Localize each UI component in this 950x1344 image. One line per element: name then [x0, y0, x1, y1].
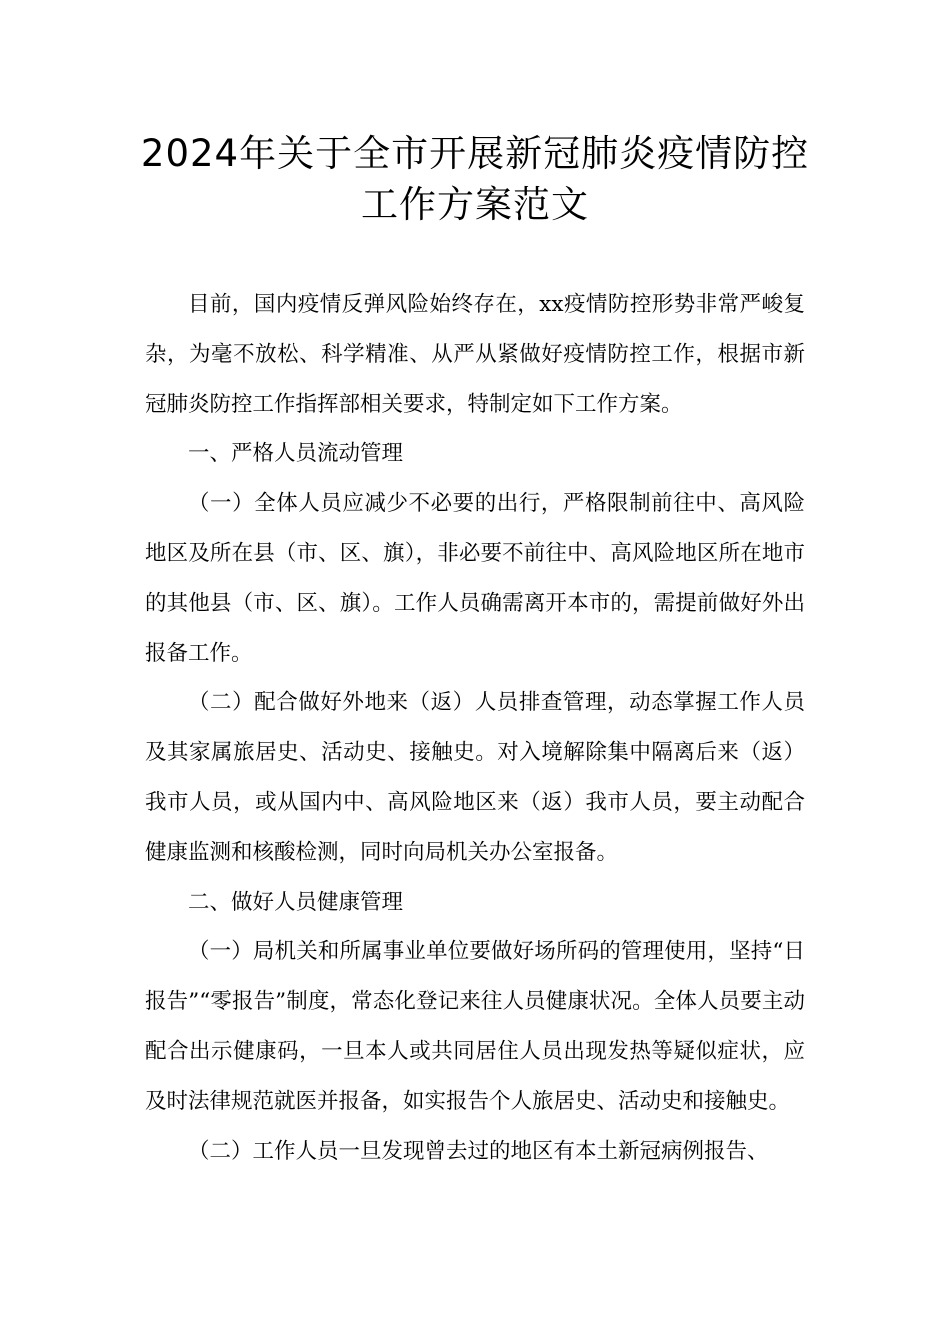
- section-heading-1: 一、严格人员流动管理: [188, 441, 404, 467]
- body-paragraph: （二）配合做好外地来（返）人员排查管理，动态掌握工作人员及其家属旅居史、活动史、接触史。对入境解除集中隔离后来（返）我市人员，或从国内中、高风险地区来（返）我市人员，要主动配合健康监测和核酸检测，同时向局机关办公室报备。: [145, 690, 805, 865]
- section-heading-2: 二、做好人员健康管理: [188, 889, 404, 915]
- body-paragraph: （一）全体人员应减少不必要的出行，严格限制前往中、高风险地区及所在县（市、区、旗），非必要不前往中、高风险地区所在地市的其他县（市、区、旗）。工作人员确需离开本市的，需提前做好外出报备工作。: [145, 491, 805, 666]
- document-body: [145, 280, 805, 1176]
- body-paragraph: （二）工作人员一旦发现曾去过的地区有本土新冠病例报告、: [188, 1138, 769, 1164]
- document-title: [100, 128, 850, 230]
- intro-paragraph: 目前，国内疫情反弹风险始终存在，xx疫情防控形势非常严峻复杂，为毫不放松、科学精准、从严从紧做好疫情防控工作，根据市新冠肺炎防控工作指挥部相关要求，特制定如下工作方案。: [145, 292, 805, 417]
- body-paragraph: （一）局机关和所属事业单位要做好场所码的管理使用，坚持“日报告”“零报告”制度，常态化登记来往人员健康状况。全体人员要主动配合出示健康码，一旦本人或共同居住人员出现发热等疑似症状，应及时法律规范就医并报备，如实报告个人旅居史、活动史和接触史。: [145, 939, 805, 1114]
- title-line-1: 2024年关于全市开展新冠肺炎疫情防控: [140, 132, 810, 175]
- title-line-2: 工作方案范文: [361, 183, 589, 226]
